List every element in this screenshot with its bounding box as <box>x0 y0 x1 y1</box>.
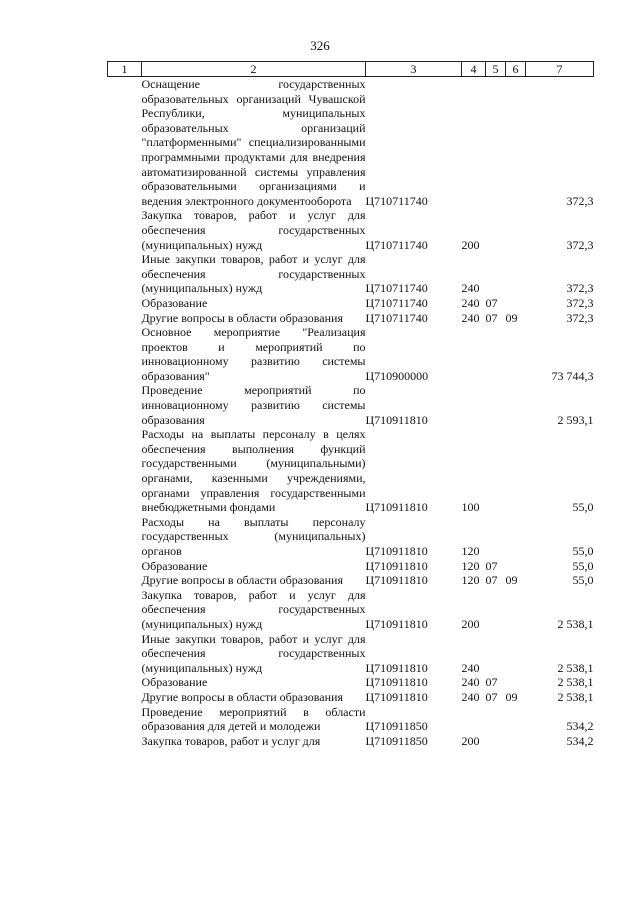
page-number: 326 <box>310 38 330 53</box>
target-code: Ц710911810 <box>365 660 428 675</box>
column-header: 4 <box>462 62 486 77</box>
section-code: 07 <box>485 295 498 310</box>
subsection-code <box>506 427 526 515</box>
target-code: Ц710911810 <box>365 558 428 573</box>
table-row <box>108 675 594 690</box>
subsection-code <box>506 208 526 252</box>
empty-cell <box>108 559 142 574</box>
empty-cell <box>108 573 142 588</box>
empty-cell <box>108 208 142 252</box>
section-code <box>486 734 506 749</box>
empty-cell <box>108 311 142 326</box>
expense-type: 240 <box>461 281 480 296</box>
column-header: 5 <box>486 62 506 77</box>
empty-cell <box>108 325 142 383</box>
empty-cell <box>108 690 142 705</box>
target-code: Ц710911810 <box>365 616 428 631</box>
amount: 372,3 <box>566 281 594 296</box>
target-code: Ц710911850 <box>365 733 428 748</box>
table-row <box>108 734 594 749</box>
expense-type <box>462 325 486 383</box>
subsection-code <box>506 632 526 676</box>
section-code <box>486 252 506 296</box>
item-name: Проведение мероприятий в области образования для детей и молодежи <box>141 704 366 734</box>
section-code <box>486 383 506 427</box>
expense-type: 100 <box>461 500 480 515</box>
empty-cell <box>108 705 142 734</box>
expense-type: 240 <box>461 660 480 675</box>
subsection-code <box>506 325 526 383</box>
empty-cell <box>108 383 142 427</box>
expense-type: 120 <box>461 573 480 588</box>
amount: 2 593,1 <box>557 412 594 427</box>
section-code <box>486 325 506 383</box>
target-code: Ц710911850 <box>365 719 428 734</box>
item-name: Образование <box>141 675 208 690</box>
amount: 534,2 <box>566 719 594 734</box>
table-row <box>108 690 594 705</box>
item-name: Закупка товаров, работ и услуг для обеспечения государственных (муниципальных) нужд <box>141 208 366 252</box>
section-code <box>486 427 506 515</box>
subsection-code <box>506 383 526 427</box>
amount: 55,0 <box>572 558 594 573</box>
section-code: 07 <box>485 675 498 690</box>
subsection-code <box>506 734 526 749</box>
target-code: Ц710711740 <box>365 310 428 325</box>
amount: 372,3 <box>566 237 594 252</box>
empty-cell <box>108 296 142 311</box>
column-header: 3 <box>366 62 462 77</box>
table-row <box>108 296 594 311</box>
item-name: Другие вопросы в области образования <box>141 573 343 588</box>
table-header-row <box>108 62 594 77</box>
expense-type: 240 <box>461 310 480 325</box>
column-header: 7 <box>526 62 594 77</box>
section-code <box>486 77 506 209</box>
table-row <box>108 515 594 559</box>
subsection-code <box>506 675 526 690</box>
amount: 372,3 <box>566 295 594 310</box>
target-code: Ц710911810 <box>365 689 428 704</box>
section-code <box>486 588 506 632</box>
subsection-code <box>506 77 526 209</box>
budget-table <box>107 61 594 748</box>
expense-type <box>462 383 486 427</box>
table-row <box>108 311 594 326</box>
item-name: Закупка товаров, работ и услуг для обеспечения государственных (муниципальных) нужд <box>141 587 366 631</box>
item-name: Иные закупки товаров, работ и услуг для обеспечения государственных (муниципальных) нужд <box>141 252 366 296</box>
target-code: Ц710911810 <box>365 412 428 427</box>
expense-type: 240 <box>461 295 480 310</box>
section-code <box>486 515 506 559</box>
table-row <box>108 252 594 296</box>
table-row <box>108 77 594 209</box>
item-name: Закупка товаров, работ и услуг для <box>141 733 321 748</box>
expense-type: 200 <box>461 616 480 631</box>
target-code: Ц710911810 <box>365 573 428 588</box>
subsection-code <box>506 252 526 296</box>
column-header: 6 <box>506 62 526 77</box>
amount: 2 538,1 <box>557 660 594 675</box>
subsection-code <box>506 296 526 311</box>
table-row <box>108 325 594 383</box>
table-row <box>108 427 594 515</box>
item-name: Образование <box>141 295 208 310</box>
amount: 372,3 <box>566 193 594 208</box>
amount: 2 538,1 <box>557 675 594 690</box>
table-row <box>108 632 594 676</box>
column-header: 2 <box>142 62 366 77</box>
target-code: Ц710711740 <box>365 281 428 296</box>
section-code: 07 <box>485 573 498 588</box>
expense-type: 120 <box>461 558 480 573</box>
expense-type: 120 <box>461 544 480 558</box>
subsection-code: 09 <box>505 689 518 704</box>
amount: 2 538,1 <box>557 616 594 631</box>
item-name: Иные закупки товаров, работ и услуг для обеспечения государственных (муниципальных) нужд <box>141 631 366 675</box>
target-code: Ц710711740 <box>365 237 428 252</box>
section-code <box>486 632 506 676</box>
empty-cell <box>108 515 142 559</box>
item-name: Оснащение государственных образовательных организаций Чувашской Республики, муниципальных образовательных организаций "платформенными" специализированными программными продуктами для внедрения автоматизированной системы управления образовательными организациями и ведения электронного документооборота <box>141 77 366 208</box>
amount: 534,2 <box>566 733 594 748</box>
target-code: Ц710911810 <box>365 500 428 515</box>
section-code <box>486 705 506 734</box>
amount: 55,0 <box>572 573 594 588</box>
empty-cell <box>108 632 142 676</box>
amount: 2 538,1 <box>557 689 594 704</box>
target-code: Ц710911810 <box>365 544 428 558</box>
subsection-code <box>506 705 526 734</box>
item-name: Образование <box>141 558 208 573</box>
empty-cell <box>108 427 142 515</box>
section-code <box>486 208 506 252</box>
expense-type: 240 <box>461 689 480 704</box>
expense-type <box>462 77 486 209</box>
expense-type: 240 <box>461 675 480 690</box>
subsection-code: 09 <box>505 573 518 588</box>
item-name: Другие вопросы в области образования <box>141 310 343 325</box>
amount: 372,3 <box>566 310 594 325</box>
expense-type <box>462 705 486 734</box>
target-code: Ц710911810 <box>365 675 428 690</box>
section-code: 07 <box>485 310 498 325</box>
expense-type: 200 <box>461 733 480 748</box>
target-code: Ц710711740 <box>365 193 428 208</box>
expense-type: 200 <box>461 237 480 252</box>
amount: 73 744,3 <box>551 368 594 383</box>
table-row <box>108 573 594 588</box>
item-name: Проведение мероприятий по инновационному развитию системы образования <box>141 383 366 427</box>
subsection-code <box>506 559 526 574</box>
table-row <box>108 383 594 427</box>
column-header: 1 <box>108 62 142 77</box>
table-row <box>108 208 594 252</box>
subsection-code <box>506 515 526 559</box>
table-row <box>108 588 594 632</box>
empty-cell <box>108 588 142 632</box>
item-name: Расходы на выплаты персоналу государственных (муниципальных) органов <box>141 514 366 558</box>
empty-cell <box>108 675 142 690</box>
item-name: Основное мероприятие "Реализация проектов и мероприятий по инновационному развитию системы образования" <box>141 325 366 383</box>
table-row <box>108 559 594 574</box>
empty-cell <box>108 252 142 296</box>
table-row <box>108 705 594 734</box>
item-name: Расходы на выплаты персоналу в целях обеспечения выполнения функций государственными (муниципальными) органами, казенными учреждениями, органами управления государственными внебюджетными фондами <box>141 427 366 515</box>
subsection-code <box>506 588 526 632</box>
empty-cell <box>108 77 142 209</box>
target-code: Ц710900000 <box>365 368 429 383</box>
empty-cell <box>108 734 142 749</box>
section-code: 07 <box>485 558 498 573</box>
amount: 55,0 <box>572 544 594 558</box>
subsection-code: 09 <box>505 310 518 325</box>
target-code: Ц710711740 <box>365 295 428 310</box>
section-code: 07 <box>485 689 498 704</box>
amount: 55,0 <box>572 500 594 515</box>
item-name: Другие вопросы в области образования <box>141 689 343 704</box>
